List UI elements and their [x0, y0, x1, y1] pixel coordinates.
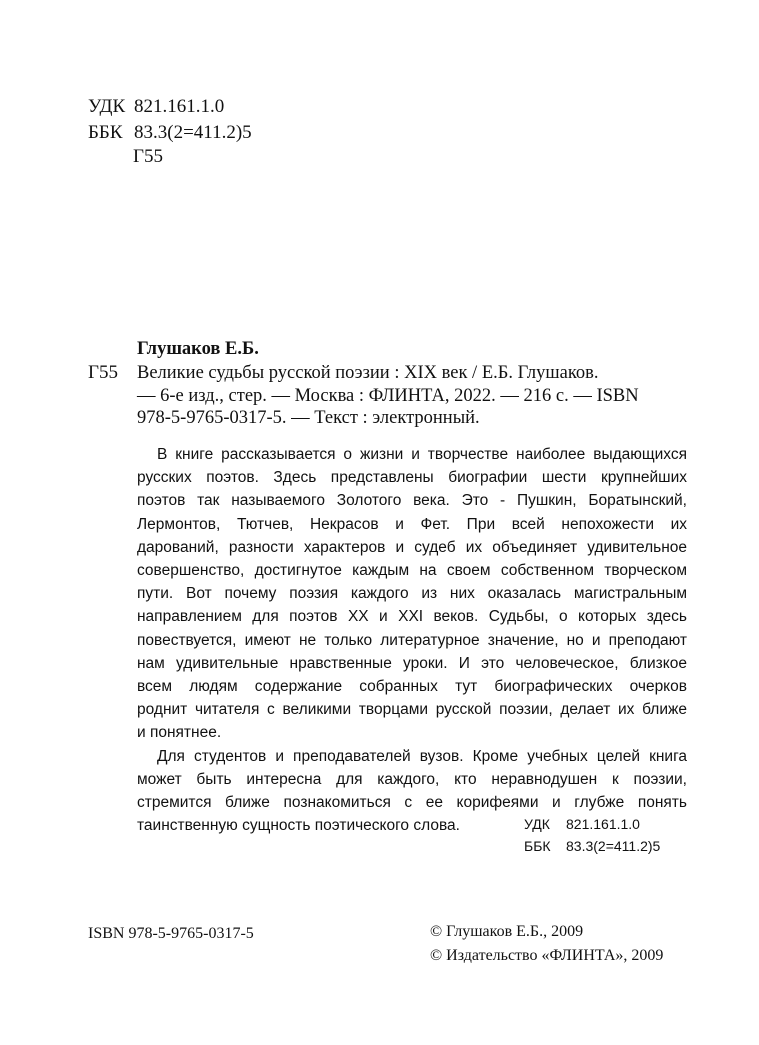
bib-line: Великие судьбы русской поэзии : XIX век / Е.Б. Глушаков.: [137, 363, 599, 383]
udk-bottom-row: [524, 813, 660, 835]
classification-top: [88, 94, 252, 146]
bbk-bottom-key: ББК: [524, 838, 551, 854]
copyright-publisher: © Издательство «ФЛИНТА», 2009: [430, 947, 664, 964]
abstract-line: всем людям содержание собранных тут биографических очерков: [137, 678, 687, 696]
abstract-line: таинственную сущность поэтического слова.: [137, 817, 460, 835]
bbk-top-key: ББК: [88, 122, 123, 143]
bbk-top-row: [88, 120, 252, 146]
udk-top-value: 821.161.1.0: [134, 96, 225, 117]
abstract-line: дарований, разности характеров и судеб их объединяет удивительное: [137, 538, 687, 556]
abstract-line: роднит читателя с великими творцами русской поэзии, делает их ближе: [137, 701, 687, 719]
bib-line: 978-5-9765-0317-5. — Текст : электронный.: [137, 408, 480, 428]
bbk-top-value: 83.3(2=411.2)5: [134, 122, 252, 143]
bbk-bottom-row: [524, 835, 660, 857]
abstract-line: и понятнее.: [137, 724, 222, 742]
abstract-line: В книге рассказывается о жизни и творчестве наиболее выдающихся: [157, 446, 687, 463]
abstract-line: стремится ближе познакомиться с ее корифеями и глубже понять: [137, 794, 687, 812]
author-mark-top: Г55: [133, 146, 163, 167]
entry-author: Глушаков Е.Б.: [137, 339, 259, 359]
udk-top-row: [88, 94, 252, 120]
udk-top-key: УДК: [88, 96, 126, 117]
bbk-bottom-value: 83.3(2=411.2)5: [566, 838, 661, 854]
bibliographic-description: [137, 362, 687, 430]
copyright-author: © Глушаков Е.Б., 2009: [430, 923, 584, 940]
abstract-line: Для студентов и преподавателей вузов. Кроме учебных целей книга: [157, 747, 687, 765]
abstract-line: пути. Вот почему поэзия каждого из них оказалась магистральным: [137, 585, 687, 603]
isbn: ISBN 978-5-9765-0317-5: [88, 925, 254, 942]
abstract-line: Лермонтов, Тютчев, Некрасов и Фет. При всей непохожести их: [137, 515, 687, 533]
abstract-line: совершенство, достигнутое каждым на своем собственном творческом: [137, 562, 687, 580]
abstract-line: направлением для поэтов XX и XXI веков. Судьбы, о которых здесь: [137, 608, 687, 626]
abstract-line: русских поэтов. Здесь представлены биографии шести крупнейших: [137, 469, 687, 487]
copyright-notices: [430, 920, 663, 968]
abstract-line: поэтов так называемого Золотого века. Это - Пушкин, Боратынский,: [137, 492, 687, 510]
classification-bottom: [524, 813, 660, 857]
abstract-line: нам удивительные нравственные уроки. И это человеческое, близкое: [137, 654, 687, 672]
bib-line: — 6-е изд., стер. — Москва : ФЛИНТА, 2022. — 216 с. — ISBN: [137, 385, 639, 406]
abstract: [137, 443, 687, 837]
entry-author-mark: Г55: [88, 362, 118, 383]
abstract-line: повествуется, имеют не только литературное значение, но и преподают: [137, 631, 687, 649]
udk-bottom-value: 821.161.1.0: [566, 816, 640, 832]
udk-bottom-key: УДК: [524, 816, 550, 832]
abstract-line: может быть интересна для каждого, кто неравнодушен к поэзии,: [137, 770, 687, 788]
